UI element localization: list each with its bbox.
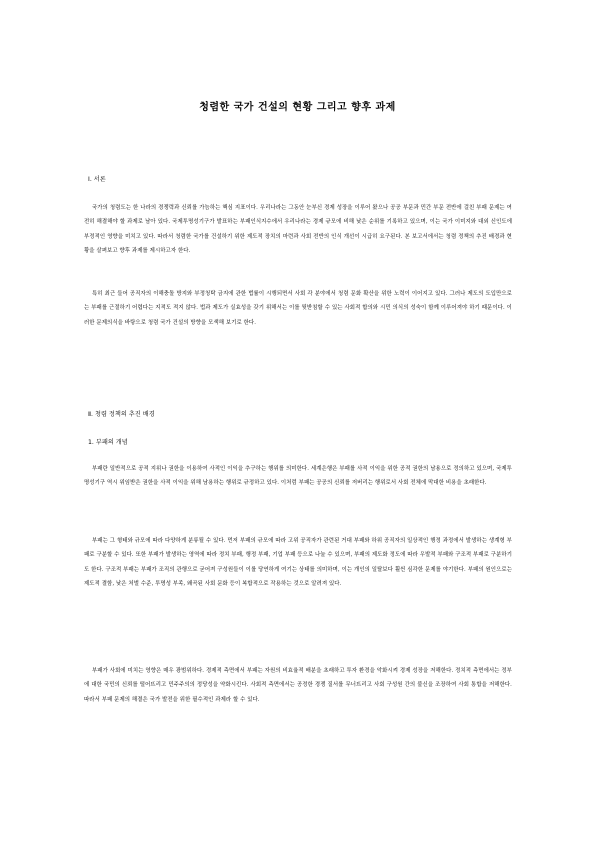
paragraph-text: 국가의 청렴도는 한 나라의 경쟁력과 신뢰를 가늠하는 핵심 지표이다. 우리나라는 그동안 눈부신 경제 성장을 이루어 왔으나 공공 부문과 민간 부문 전반에 걸친 부패 문제는 여전히 해결해야 할 과제로 남아 있다. 국제투명성기구가 발표하는 부패인식지수에서 우리나라는 경제 규모에 비해 낮은 순위를 기록하고 있으며, 이는 국가 이미지와 대외 신인도에 부정적인 영향을 미치고 있다. 따라서 청렴한 국가를 건설하기 위한 제도적 장치의 마련과 사회 전반의 인식 개선이 시급히 요구된다. 본 보고서에서는 청렴 정책의 추진 배경과 현황을 살펴보고 향후 과제를 제시하고자 한다.	[84, 205, 512, 255]
paragraph-concept-3	[84, 664, 512, 750]
paragraph-text: 특히 최근 들어 공직자의 이해충돌 방지와 부정청탁 금지에 관한 법률이 시행되면서 사회 각 분야에서 청렴 문화 확산을 위한 노력이 이어지고 있다. 그러나 제도의 도입만으로는 부패를 근절하기 어렵다는 지적도 적지 않다. 법과 제도가 실효성을 갖기 위해서는 이를 뒷받침할 수 있는 사회적 합의와 시민 의식의 성숙이 함께 이루어져야 하기 때문이다. 이러한 문제의식을 바탕으로 청렴 국가 건설의 방향을 모색해 보기로 한다.	[84, 291, 512, 326]
section-heading-intro: Ⅰ. 서론	[88, 176, 106, 183]
section-heading-background: Ⅱ. 청렴 정책의 추진 배경	[88, 411, 155, 418]
document-title: 청렴한 국가 건설의 현황 그리고 향후 과제	[199, 102, 396, 113]
paragraph-text: 부패는 그 형태와 규모에 따라 다양하게 분류될 수 있다. 먼저 부패의 규모에 따라 고위 공직자가 관련된 거대 부패와 하위 공직자의 일상적인 행정 과정에서 발생하는 생계형 부패로 구분할 수 있다. 또한 부패가 발생하는 영역에 따라 정치 부패, 행정 부패, 기업 부패 등으로 나눌 수 있으며, 부패의 제도화 정도에 따라 우발적 부패와 구조적 부패로 구분하기도 한다. 구조적 부패는 부패가 조직의 관행으로 굳어져 구성원들이 이를 당연하게 여기는 상태를 의미하며, 이는 개인의 일탈보다 훨씬 심각한 문제를 야기한다. 부패의 원인으로는 제도적 결함, 낮은 처벌 수준, 투명성 부족, 왜곡된 사회 문화 등이 복합적으로 작용하는 것으로 알려져 있다.	[84, 538, 512, 588]
paragraph-text: 부패란 일반적으로 공적 지위나 권한을 이용하여 사적인 이익을 추구하는 행위를 의미한다. 세계은행은 부패를 사적 이익을 위한 공적 권한의 남용으로 정의하고 있으며, 국제투명성기구 역시 위임받은 권한을 사적 이익을 위해 남용하는 행위로 규정하고 있다. 이처럼 부패는 공공의 신뢰를 저버리는 행위로서 사회 전체에 막대한 비용을 초래한다.	[84, 466, 512, 487]
paragraph-concept-2	[84, 534, 512, 664]
subsection-heading-concept: 1. 부패의 개념	[88, 439, 128, 446]
paragraph-text: 부패가 사회에 미치는 영향은 매우 광범위하다. 경제적 측면에서 부패는 자원의 비효율적 배분을 초래하고 투자 환경을 악화시켜 경제 성장을 저해한다. 정치적 측면에서는 정부에 대한 국민의 신뢰를 떨어뜨리고 민주주의의 정당성을 약화시킨다. 사회적 측면에서는 공정한 경쟁 질서를 무너뜨리고 사회 구성원 간의 불신을 조장하여 사회 통합을 저해한다. 따라서 부패 문제의 해결은 국가 발전을 위한 필수적인 과제라 할 수 있다.	[84, 668, 512, 703]
paragraph-intro-1	[84, 201, 512, 287]
paragraph-concept-1	[84, 462, 512, 534]
paragraph-intro-2	[84, 287, 512, 373]
